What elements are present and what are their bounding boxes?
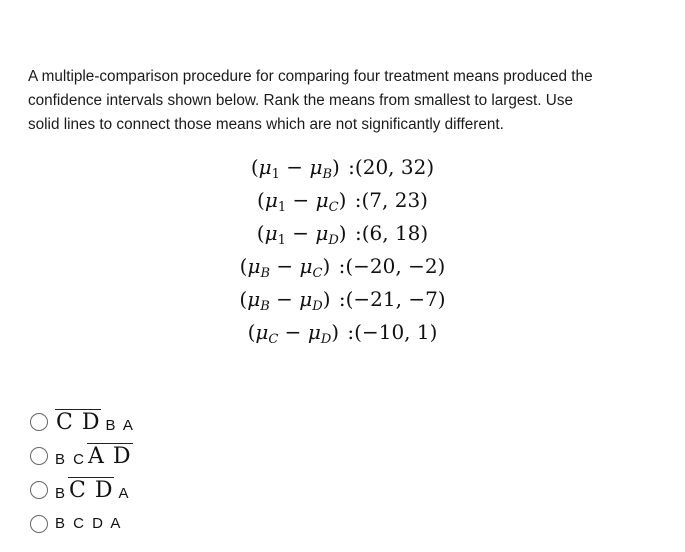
interval-value: :(−20, −2) <box>338 254 446 278</box>
interval-row: $(\mu_B - \mu_D)$ :(−21, −7) <box>239 287 446 314</box>
option-letters: B <box>55 485 68 502</box>
interval-value: :(6, 18) <box>354 221 429 245</box>
answer-option-4[interactable] <box>30 507 137 541</box>
answer-option-1[interactable] <box>30 405 137 439</box>
radio-button[interactable] <box>30 515 48 533</box>
radio-button[interactable] <box>30 447 48 465</box>
interval-row: $(\mu_1 - \mu_B)$ :(20, 32) <box>250 155 435 182</box>
answer-option-3[interactable] <box>30 473 137 507</box>
question-line-3: solid lines to connect those means which are not significantly different. <box>28 116 504 133</box>
confidence-intervals <box>0 151 685 349</box>
radio-button[interactable] <box>30 481 48 499</box>
question-line-1: A multiple-comparison procedure for comparing four treatment means produced the <box>28 68 593 85</box>
interval-row: $(\mu_B - \mu_C)$ :(−20, −2) <box>239 254 446 281</box>
interval-value: :(20, 32) <box>348 155 435 179</box>
interval-value: :(7, 23) <box>354 188 428 212</box>
connected-group: C D <box>69 478 114 503</box>
radio-button[interactable] <box>30 413 48 431</box>
interval-row: $(\mu_1 - \mu_C)$ :(7, 23) <box>257 188 428 215</box>
option-letters: A <box>118 485 131 502</box>
answer-options <box>30 405 137 541</box>
answer-option-2[interactable] <box>30 439 137 473</box>
connected-group: A D <box>88 444 132 469</box>
interval-value: :(−21, −7) <box>338 287 446 311</box>
question-line-2: confidence intervals shown below. Rank the means from smallest to largest. Use <box>28 92 573 109</box>
interval-value: :(−10, 1) <box>347 320 438 344</box>
option-letters: B C <box>55 451 87 468</box>
interval-row: $(\mu_1 - \mu_D)$ :(6, 18) <box>256 221 429 248</box>
question-text <box>28 65 658 137</box>
interval-row: $(\mu_C - \mu_D)$ :(−10, 1) <box>247 320 438 347</box>
connected-group: C D <box>56 410 101 435</box>
option-letters: B A <box>105 417 135 434</box>
option-letters: B C D A <box>55 515 123 532</box>
